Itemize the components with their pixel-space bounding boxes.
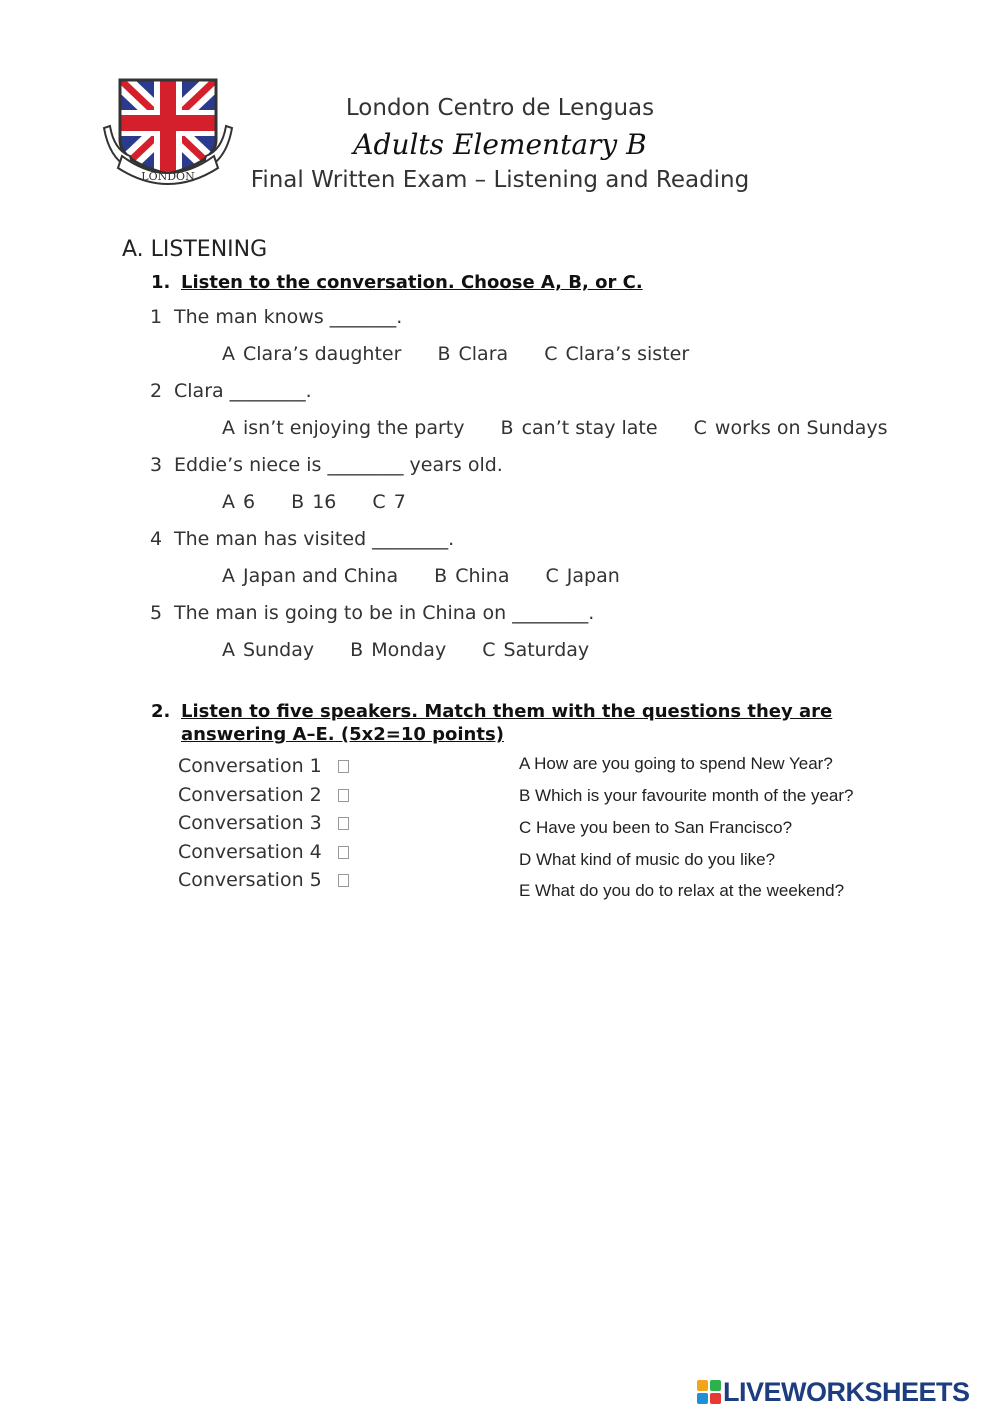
conversation-2: Conversation 2 xyxy=(178,784,349,806)
question-text: The man knows _______. xyxy=(174,306,403,328)
option-b[interactable]: B Clara xyxy=(437,343,509,365)
answer-box[interactable] xyxy=(338,760,349,773)
question-text: The man is going to be in China on ________. xyxy=(174,602,595,624)
match-question-e: E What do you do to relax at the weekend? xyxy=(519,881,845,900)
conversation-3: Conversation 3 xyxy=(178,812,349,834)
option-b[interactable]: B can’t stay late xyxy=(500,417,658,439)
question-text: The man has visited ________. xyxy=(174,528,455,550)
answer-box[interactable] xyxy=(338,789,349,802)
question-4-options xyxy=(222,565,650,587)
question-number: 5 xyxy=(150,602,163,624)
match-question-d: D What kind of music do you like? xyxy=(519,850,776,869)
brand-name: LIVEWORKSHEETS xyxy=(723,1377,970,1407)
question-5-options xyxy=(222,639,619,661)
task-number: 2. xyxy=(151,701,171,722)
conversation-4: Conversation 4 xyxy=(178,841,349,863)
conversation-5: Conversation 5 xyxy=(178,869,349,891)
match-question-b: B Which is your favourite month of the year? xyxy=(519,786,854,805)
answer-box[interactable] xyxy=(338,817,349,830)
liveworksheets-logo-icon xyxy=(697,1380,721,1404)
option-a[interactable]: A Japan and China xyxy=(222,565,399,587)
option-a[interactable]: A Sunday xyxy=(222,639,315,661)
option-c[interactable]: C Japan xyxy=(545,565,620,587)
match-question-c: C Have you been to San Francisco? xyxy=(519,818,793,837)
option-c[interactable]: C Saturday xyxy=(482,639,590,661)
task-text: Listen to the conversation. Choose A, B, or C. xyxy=(181,272,643,293)
question-5 xyxy=(150,602,594,624)
question-3 xyxy=(150,454,503,476)
answer-box[interactable] xyxy=(338,874,349,887)
section-heading: A. LISTENING xyxy=(122,237,268,262)
question-4 xyxy=(150,528,454,550)
answer-box[interactable] xyxy=(338,846,349,859)
option-c[interactable]: C works on Sundays xyxy=(693,417,888,439)
option-c[interactable]: C 7 xyxy=(372,491,406,513)
question-1 xyxy=(150,306,402,328)
question-2-options xyxy=(222,417,918,439)
question-1-options xyxy=(222,343,719,365)
logo-text: LONDON xyxy=(141,170,195,183)
task-2-instruction xyxy=(151,700,911,746)
question-number: 2 xyxy=(150,380,163,402)
option-b[interactable]: B Monday xyxy=(350,639,447,661)
option-a[interactable]: A isn’t enjoying the party xyxy=(222,417,465,439)
option-c[interactable]: C Clara’s sister xyxy=(544,343,690,365)
question-number: 3 xyxy=(150,454,163,476)
task-text: Listen to five speakers. Match them with the questions they are answering A–E. (5x2=10 points) xyxy=(181,701,833,745)
option-a[interactable]: A 6 xyxy=(222,491,256,513)
school-name: London Centro de Lenguas xyxy=(345,95,655,121)
question-3-options xyxy=(222,491,436,513)
question-2 xyxy=(150,380,312,402)
question-number: 1 xyxy=(150,306,163,328)
task-1-instruction xyxy=(151,272,643,293)
exam-title: Final Written Exam – Listening and Reading xyxy=(250,167,750,193)
course-title: Adults Elementary B xyxy=(353,128,647,161)
task-number: 1. xyxy=(151,272,171,293)
option-b[interactable]: B China xyxy=(434,565,510,587)
option-b[interactable]: B 16 xyxy=(291,491,337,513)
question-text: Eddie’s niece is ________ years old. xyxy=(174,454,503,476)
match-question-a: A How are you going to spend New Year? xyxy=(519,754,833,773)
conversation-1: Conversation 1 xyxy=(178,755,349,777)
question-number: 4 xyxy=(150,528,163,550)
question-text: Clara ________. xyxy=(174,380,312,402)
option-a[interactable]: A Clara’s daughter xyxy=(222,343,402,365)
